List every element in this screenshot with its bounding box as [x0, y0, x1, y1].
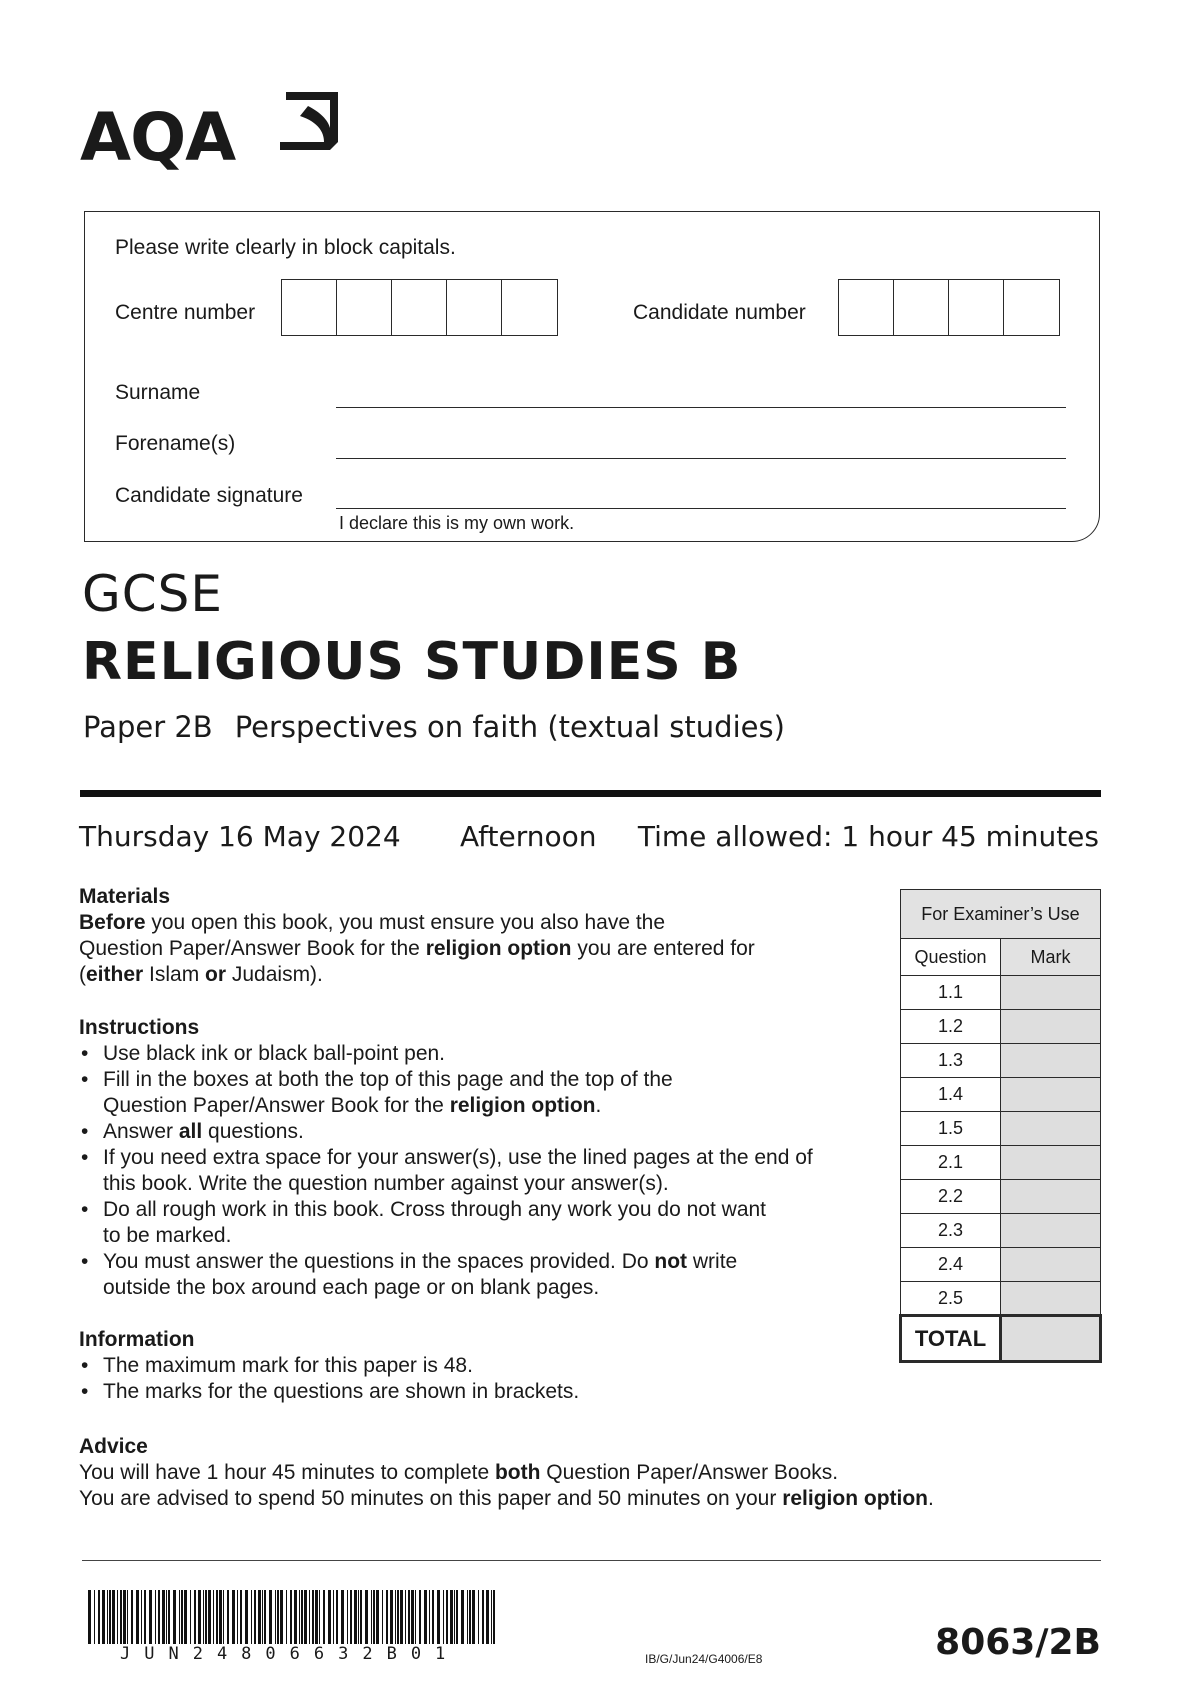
materials-text: Judaism).	[226, 963, 323, 986]
barcode-bar	[450, 1590, 453, 1644]
examiner-table-row	[901, 1146, 1101, 1180]
materials-text: Question Paper/Answer Book for the	[79, 937, 426, 960]
barcode-bar	[360, 1590, 362, 1644]
surname-label: Surname	[115, 381, 201, 404]
footer-divider	[82, 1560, 1101, 1561]
examiner-table-row	[901, 1282, 1101, 1316]
barcode-bar	[88, 1590, 91, 1644]
centre-digit-box[interactable]	[282, 280, 337, 335]
total-label: TOTAL	[901, 1316, 1001, 1362]
barcode-bar	[245, 1590, 248, 1644]
instruction-text: questions.	[202, 1120, 304, 1143]
mark-cell[interactable]	[1001, 1180, 1101, 1214]
barcode-bar	[456, 1590, 458, 1644]
information-item	[79, 1379, 879, 1405]
title-divider	[80, 790, 1101, 797]
barcode-bar	[312, 1590, 314, 1644]
instruction-text: You must answer the questions in the spaces provided. Do	[103, 1250, 655, 1273]
block-capitals-instruction: Please write clearly in block capitals.	[115, 236, 456, 259]
mark-cell[interactable]	[1001, 1214, 1101, 1248]
question-number-cell: 1.1	[901, 976, 1001, 1010]
barcode-bar	[390, 1590, 393, 1644]
barcode-bar	[141, 1590, 142, 1644]
question-number-cell: 1.5	[901, 1112, 1001, 1146]
barcode-bar	[446, 1590, 448, 1644]
barcode-bar	[216, 1590, 218, 1644]
centre-digit-box[interactable]	[337, 280, 392, 335]
candidate-digit-box[interactable]	[839, 280, 894, 335]
barcode-bar	[469, 1590, 471, 1644]
barcode-bar	[424, 1590, 427, 1644]
barcode-bar	[258, 1590, 261, 1644]
document-reference: IB/G/Jun24/G4006/E8	[645, 1652, 763, 1666]
barcode-bar	[280, 1590, 283, 1644]
barcode-bar	[419, 1590, 421, 1644]
barcode-bar	[323, 1590, 325, 1644]
barcode-bar	[482, 1590, 484, 1644]
barcode-bar	[373, 1590, 375, 1644]
barcode-bar	[341, 1590, 344, 1644]
barcode-bar	[136, 1590, 139, 1644]
question-number-cell: 2.2	[901, 1180, 1001, 1214]
barcode-bar	[264, 1590, 266, 1644]
barcode-bar	[493, 1590, 495, 1644]
mark-cell[interactable]	[1001, 1282, 1101, 1316]
instruction-item	[79, 1041, 879, 1067]
instruction-text: Use black ink or black ball-point pen.	[103, 1042, 446, 1065]
barcode-bar	[336, 1590, 338, 1644]
mark-cell[interactable]	[1001, 1248, 1101, 1282]
question-number-cell: 2.1	[901, 1146, 1001, 1180]
barcode-bar	[376, 1590, 379, 1644]
barcode-bar	[227, 1590, 229, 1644]
barcode-bar	[454, 1590, 455, 1644]
instruction-text: Do all rough work in this book. Cross through any work you do not want	[103, 1198, 767, 1221]
centre-number-label: Centre number	[115, 301, 256, 324]
materials-text: religion option	[425, 937, 572, 960]
centre-digit-box[interactable]	[447, 280, 502, 335]
information-text: The marks for the questions are shown in brackets.	[103, 1380, 580, 1403]
signature-label: Candidate signature	[115, 484, 303, 507]
barcode-text: JUN24806632B01	[120, 1644, 460, 1664]
centre-digit-box[interactable]	[502, 280, 557, 335]
barcode-bar	[443, 1590, 444, 1644]
barcode-bar	[198, 1590, 201, 1644]
advice-text: religion option	[782, 1487, 929, 1510]
barcode-bar	[166, 1590, 167, 1644]
question-number-cell: 1.4	[901, 1078, 1001, 1112]
instruction-text: to be marked.	[103, 1224, 232, 1247]
barcode-bar	[400, 1590, 403, 1644]
barcode-bar	[371, 1590, 372, 1644]
barcode-bar	[94, 1590, 95, 1644]
barcode-bar	[315, 1590, 318, 1644]
materials-text: you open this book, you must ensure you also have the	[145, 911, 666, 934]
barcode-bar	[223, 1590, 224, 1644]
barcode-bar	[309, 1590, 310, 1644]
barcode-bar	[131, 1590, 133, 1644]
mark-cell[interactable]	[1001, 1146, 1101, 1180]
barcode-bar	[208, 1590, 211, 1644]
barcode-bar	[162, 1590, 165, 1644]
materials-text: or	[205, 963, 227, 986]
barcode-bar	[395, 1590, 396, 1644]
instruction-text: .	[595, 1094, 602, 1117]
barcode-bar	[301, 1590, 303, 1644]
materials-text: you are entered for	[571, 937, 755, 960]
barcode-bar	[382, 1590, 383, 1644]
barcode-bar	[240, 1590, 242, 1644]
advice-text: both	[494, 1461, 541, 1484]
candidate-digit-box[interactable]	[1004, 280, 1059, 335]
barcode-bar	[486, 1590, 489, 1644]
materials-text: Before	[79, 911, 146, 934]
examiner-use-table	[899, 889, 1102, 1363]
candidate-number-label: Candidate number	[633, 301, 806, 324]
barcode-bar	[478, 1590, 479, 1644]
barcode-bar	[461, 1590, 464, 1644]
centre-number-boxes[interactable]	[281, 279, 558, 336]
examiner-table-row	[901, 1112, 1101, 1146]
information-item	[79, 1353, 879, 1379]
barcode-bar	[254, 1590, 256, 1644]
advice-text: Question Paper/Answer Books.	[540, 1461, 839, 1484]
question-number-cell: 1.3	[901, 1044, 1001, 1078]
barcode-bar	[411, 1590, 414, 1644]
materials-section	[79, 884, 879, 988]
barcode-bar	[350, 1590, 352, 1644]
candidate-details-box	[84, 211, 1100, 542]
paper-title	[83, 710, 785, 744]
advice-text: You are advised to spend 50 minutes on this paper and 50 minutes on your	[79, 1487, 783, 1510]
barcode-bar	[232, 1590, 235, 1644]
examiner-table-row	[901, 976, 1101, 1010]
examiner-table-row	[901, 1248, 1101, 1282]
barcode-bar	[286, 1590, 287, 1644]
instruction-text: this book. Write the question number against your answer(s).	[103, 1172, 669, 1195]
barcode-bar	[184, 1590, 187, 1644]
mark-cell[interactable]	[1001, 1044, 1101, 1078]
advice-heading: Advice	[79, 1435, 148, 1458]
barcode-bar	[333, 1590, 334, 1644]
information-section	[79, 1327, 879, 1405]
barcode-bar	[328, 1590, 331, 1644]
advice-section	[79, 1434, 1029, 1512]
information-heading: Information	[79, 1328, 195, 1351]
barcode-bar	[168, 1590, 170, 1644]
barcode-bar	[275, 1590, 276, 1644]
instruction-item	[79, 1249, 879, 1301]
mark-cell[interactable]	[1001, 976, 1101, 1010]
mark-cell[interactable]	[1001, 1112, 1101, 1146]
barcode-bar	[304, 1590, 307, 1644]
barcode-bar	[386, 1590, 388, 1644]
logo-text: AQA	[80, 99, 236, 176]
mark-column-header: Mark	[1001, 939, 1101, 976]
barcode-bar	[269, 1590, 272, 1644]
forename-label: Forename(s)	[115, 432, 236, 455]
barcode-bar	[432, 1590, 434, 1644]
question-number-cell: 2.4	[901, 1248, 1001, 1282]
forename-line[interactable]	[336, 458, 1066, 459]
candidate-digit-box[interactable]	[894, 280, 949, 335]
barcode-bar	[155, 1590, 156, 1644]
candidate-number-boxes[interactable]	[838, 279, 1060, 336]
examiner-table-row	[901, 1180, 1101, 1214]
examiner-table-row	[901, 1010, 1101, 1044]
centre-digit-box[interactable]	[392, 280, 447, 335]
instruction-item	[79, 1119, 879, 1145]
signature-line[interactable]	[336, 508, 1066, 509]
barcode-bar	[408, 1590, 410, 1644]
barcode-bar	[219, 1590, 222, 1644]
instruction-text: religion option	[449, 1094, 596, 1117]
mark-cell[interactable]	[1001, 1078, 1101, 1112]
barcode-bar	[144, 1590, 146, 1644]
barcode-bar	[299, 1590, 300, 1644]
instruction-item	[79, 1067, 879, 1119]
materials-text: either	[86, 963, 144, 986]
barcode-bar	[102, 1590, 105, 1644]
instruction-item	[79, 1145, 879, 1197]
barcode-bar	[415, 1590, 416, 1644]
barcode-bar	[397, 1590, 399, 1644]
barcode-bar	[213, 1590, 214, 1644]
barcode-bar	[194, 1590, 196, 1644]
instruction-text: If you need extra space for your answer(s), use the lined pages at the end of	[103, 1146, 813, 1169]
candidate-digit-box[interactable]	[949, 280, 1004, 335]
instructions-heading: Instructions	[79, 1016, 200, 1039]
surname-line[interactable]	[336, 407, 1066, 408]
instruction-text: all	[178, 1120, 203, 1143]
barcode-bar	[467, 1590, 468, 1644]
question-number-cell: 1.2	[901, 1010, 1001, 1044]
barcode-bar	[437, 1590, 440, 1644]
qualification-title: GCSE	[82, 565, 223, 623]
total-mark-cell[interactable]	[1001, 1316, 1101, 1362]
barcode-bar	[237, 1590, 238, 1644]
barcode-bar	[354, 1590, 357, 1644]
mark-cell[interactable]	[1001, 1010, 1101, 1044]
barcode-bar	[290, 1590, 292, 1644]
paper-name: Perspectives on faith (textual studies)	[234, 710, 785, 744]
barcode-bar	[365, 1590, 368, 1644]
barcode-bar	[127, 1590, 128, 1644]
barcode-bar	[158, 1590, 160, 1644]
instruction-text: Answer	[103, 1120, 179, 1143]
barcode-bar	[472, 1590, 475, 1644]
barcode-bar	[190, 1590, 191, 1644]
barcode-bar	[120, 1590, 122, 1644]
barcode-bar	[149, 1590, 152, 1644]
barcode-bar	[107, 1590, 108, 1644]
question-number-cell: 2.5	[901, 1282, 1001, 1316]
barcode-bar	[405, 1590, 406, 1644]
instruction-text: Fill in the boxes at both the top of this page and the top of the	[103, 1068, 673, 1091]
barcode-bar	[358, 1590, 359, 1644]
question-column-header: Question	[901, 939, 1001, 976]
materials-text: Islam	[143, 963, 206, 986]
barcode-bar	[173, 1590, 176, 1644]
advice-text: You will have 1 hour 45 minutes to complete	[79, 1461, 495, 1484]
instruction-text: write	[687, 1250, 738, 1273]
barcode-bar	[491, 1590, 492, 1644]
barcode-bar	[109, 1590, 111, 1644]
barcode-bar	[179, 1590, 180, 1644]
barcode-bar	[347, 1590, 348, 1644]
instructions-section	[79, 1015, 879, 1301]
instruction-item	[79, 1197, 879, 1249]
barcode-bar	[429, 1590, 430, 1644]
question-number-cell: 2.3	[901, 1214, 1001, 1248]
exam-date: Thursday 16 May 2024	[79, 820, 401, 853]
declaration-text: I declare this is my own work.	[339, 513, 575, 533]
paper-number: 8063/2B	[935, 1622, 1101, 1663]
time-allowed: Time allowed: 1 hour 45 minutes	[637, 820, 1099, 853]
barcode-bar	[181, 1590, 183, 1644]
paper-code: Paper 2B	[83, 710, 213, 744]
advice-text: .	[928, 1487, 934, 1510]
aqa-logo	[80, 90, 235, 185]
instruction-text: not	[654, 1250, 688, 1273]
barcode-bar	[319, 1590, 320, 1644]
barcode-bar	[98, 1590, 100, 1644]
examiner-table-title: For Examiner’s Use	[901, 890, 1101, 939]
barcode-bar	[112, 1590, 115, 1644]
barcode-bar	[251, 1590, 252, 1644]
barcode-bar	[294, 1590, 297, 1644]
aqa-swoosh-icon	[280, 92, 338, 154]
instruction-text: outside the box around each page or on blank pages.	[103, 1276, 600, 1299]
information-text: The maximum mark for this paper is 48.	[103, 1354, 473, 1377]
examiner-table-row	[901, 1044, 1101, 1078]
barcode-bar	[203, 1590, 204, 1644]
exam-session: Afternoon	[460, 820, 597, 853]
examiner-table-row	[901, 1078, 1101, 1112]
barcode-bar	[123, 1590, 126, 1644]
materials-text: (	[79, 963, 86, 986]
subject-title: RELIGIOUS STUDIES B	[82, 632, 742, 692]
materials-heading: Materials	[79, 885, 171, 908]
barcode-bar	[277, 1590, 279, 1644]
barcode-bar	[205, 1590, 207, 1644]
barcode-bar	[262, 1590, 263, 1644]
barcode	[88, 1590, 500, 1644]
examiner-table-row	[901, 1214, 1101, 1248]
barcode-bar	[117, 1590, 118, 1644]
instruction-text: Question Paper/Answer Book for the	[103, 1094, 450, 1117]
